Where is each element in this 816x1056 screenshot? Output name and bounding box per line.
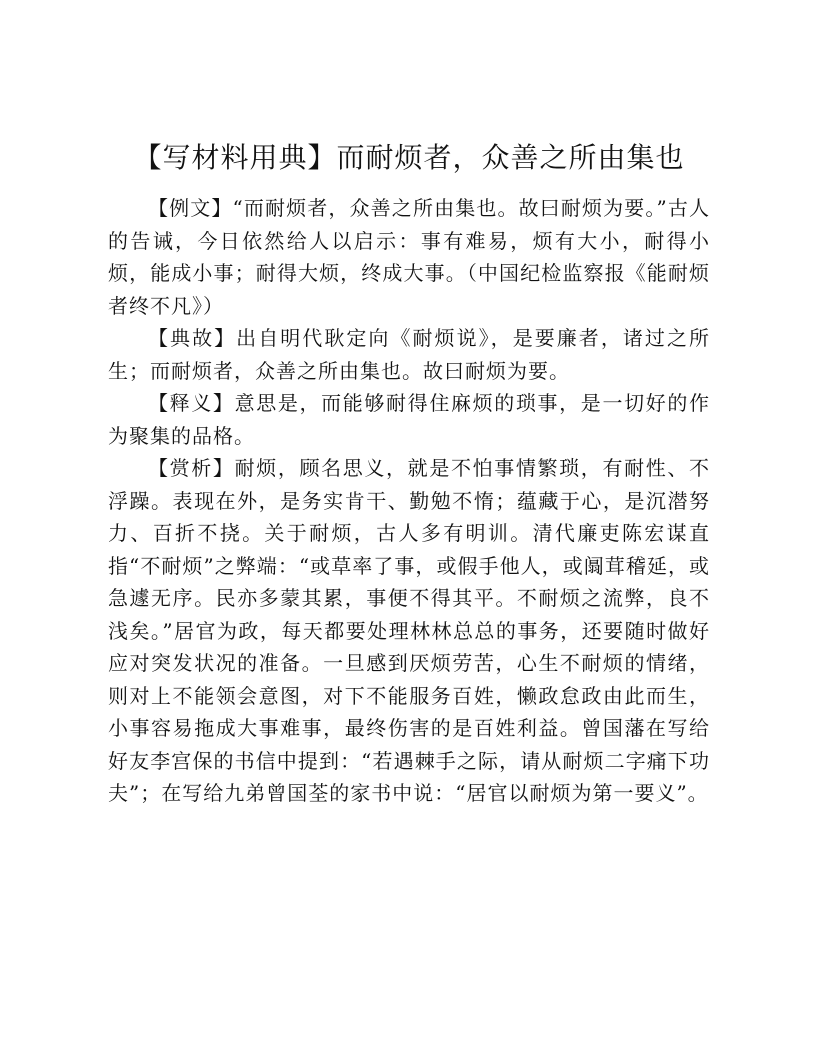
paragraph-text: “而耐烦者，众善之所由集也。故曰耐烦为要。”古人的告诫，今日依然给人以启示：事有难易，烦有大小，耐得小烦，能成小事；耐得大烦，终成大事。（中国纪检监察报《能耐烦者终不凡》）	[108, 196, 711, 318]
paragraph-example	[108, 192, 710, 322]
paragraph-text: 意思是，而能够耐得住麻烦的琐事，是一切好的作为聚集的品格。	[108, 391, 711, 448]
paragraph-tag: 【赏析】	[148, 456, 235, 480]
paragraph-text: 出自明代耿定向《耐烦说》，是要廉者，诸过之所生；而耐烦者，众善之所由集也。故曰耐烦为要。	[108, 326, 711, 383]
paragraph-appreciation	[108, 452, 710, 810]
paragraph-meaning	[108, 387, 710, 452]
paragraph-tag: 【例文】	[148, 196, 233, 220]
paragraph-text: 耐烦，顾名思义，就是不怕事情繁琐，有耐性、不浮躁。表现在外，是务实肯干、勤勉不惰；蕴藏于心，是沉潜努力、百折不挠。关于耐烦，古人多有明训。清代廉吏陈宏谋直指“不耐烦”之弊端：“或草率了事，或假手他人，或阘茸稽延，或急遽无序。民亦多蒙其累，事便不得其平。不耐烦之流弊，良不浅矣。”居官为政，每天都要处理林林总总的事务，还要随时做好应对突发状况的准备。一旦感到厌烦劳苦，心生不耐烦的情绪，则对上不能领会意图，对下不能服务百姓，懒政怠政由此而生，小事容易拖成大事难事，最终伤害的是百姓利益。曾国藩在写给好友李宫保的书信中提到：“若遇棘手之际，请从耐烦二字痛下功夫”；在写给九弟曾国荃的家书中说：“居官以耐烦为第一要义”。	[108, 456, 711, 805]
document-title: 【写材料用典】而耐烦者，众善之所由集也	[133, 141, 685, 174]
document-page	[108, 138, 710, 810]
paragraph-tag: 【典故】	[148, 326, 237, 350]
paragraph-tag: 【释义】	[148, 391, 235, 415]
paragraph-allusion	[108, 322, 710, 387]
